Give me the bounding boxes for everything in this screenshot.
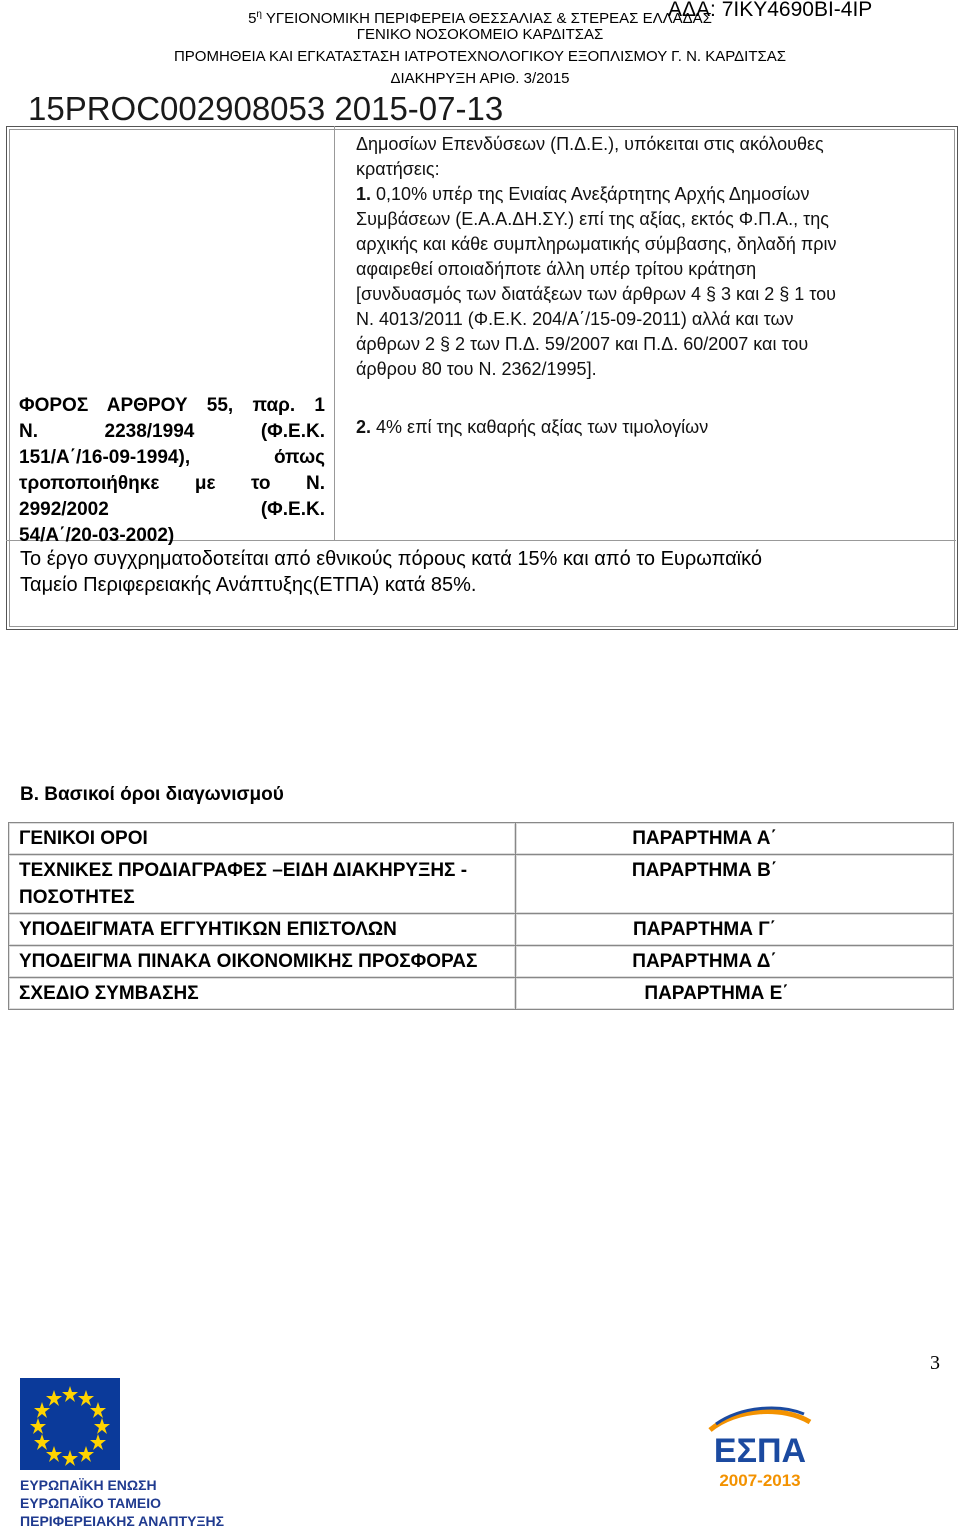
tax-article-text <box>19 393 325 549</box>
term-cell: ΥΠΟΔΕΙΓΜΑΤΑ ΕΓΓΥΗΤΙΚΩΝ ΕΠΙΣΤΟΛΩΝ <box>9 914 516 946</box>
table-row <box>9 855 954 914</box>
item-number: 2. <box>356 417 372 437</box>
tax-line: τροποποιήθηκε με το Ν. <box>19 473 325 494</box>
procurement-title: ΠΡΟΜΗΘΕΙΑ ΚΑΙ ΕΓΚΑΤΑΣΤΑΣΗ ΙΑΤΡΟΤΕΧΝΟΛΟΓΙΚΟΥ ΕΞΟΠΛΙΣΜΟΥ Γ. Ν. ΚΑΡΔΙΤΣΑΣ <box>173 48 787 65</box>
deduction-item-1-line: αρχικής και κάθε συμπληρωματικής σύμβασης, δηλαδή πριν <box>356 234 837 254</box>
annex-cell: ΠΑΡΑΡΤΗΜΑ Γ΄ <box>516 914 954 946</box>
annex-cell: ΠΑΡΑΡΤΗΜΑ Α΄ <box>516 823 954 855</box>
deductions-intro-line: Δημοσίων Επενδύσεων (Π.Δ.Ε.), υπόκειται στις ακόλουθες <box>356 134 824 154</box>
eu-logo-text <box>20 1476 224 1530</box>
deduction-item-1-line: Ν. 4013/2011 (Φ.Ε.Κ. 204/Α΄/15-09-2011) αλλά και των <box>356 309 794 329</box>
table-row <box>9 914 954 946</box>
eu-flag-icon <box>20 1378 120 1470</box>
header-prefix: 5 <box>248 10 257 27</box>
annex-cell: ΠΑΡΑΡΤΗΜΑ Ε΄ <box>516 978 954 1010</box>
eu-text-line: ΕΥΡΩΠΑΪΚΟ ΤΑΜΕΙΟ <box>20 1495 161 1511</box>
table-row <box>9 823 954 855</box>
tax-line: 2992/2002 (Φ.Ε.Κ. <box>19 499 325 520</box>
tax-line: 151/Α΄/16-09-1994), όπως <box>19 447 325 468</box>
tax-line: 54/Α΄/20-03-2002) <box>19 525 175 546</box>
annex-cell: ΠΑΡΑΡΤΗΜΑ Δ΄ <box>516 946 954 978</box>
item-text: 4% επί της καθαρής αξίας των τιμολογίων <box>376 417 709 437</box>
deduction-item-1-line: [συνδυασμός των διατάξεων των άρθρων 4 § 3 και 2 § 1 του <box>356 284 836 304</box>
espa-logo-icon <box>706 1400 814 1492</box>
deduction-item-1 <box>356 182 809 207</box>
item-text: 0,10% υπέρ της Ενιαίας Ανεξάρτητης Αρχής Δημοσίων <box>376 184 810 204</box>
ada-code: ΑΔΑ: 7ΙΚΥ4690ΒΙ-4ΙΡ <box>668 0 873 21</box>
eu-text-line: ΠΕΡΙΦΕΡΕΙΑΚΗΣ ΑΝΑΠΤΥΞΗΣ <box>20 1513 225 1529</box>
section-b-title: Β. Βασικοί όροι διαγωνισμού <box>20 784 284 805</box>
espa-title: ΕΣΠΑ <box>713 1432 807 1470</box>
item-number: 1. <box>356 184 372 204</box>
header-sup: η <box>256 9 262 20</box>
term-cell: ΓΕΝΙΚΟΙ ΟΡΟΙ <box>9 823 516 855</box>
funding-line-2: Ταμείο Περιφερειακής Ανάπτυξης(ΕΤΠΑ) κατά 85%. <box>20 574 477 596</box>
deduction-item-1-line: αφαιρεθεί οποιαδήποτε άλλη υπέρ τρίτου κράτηση <box>356 259 757 279</box>
table-row <box>9 978 954 1010</box>
eu-text-line: ΕΥΡΩΠΑΪΚΗ ΕΝΩΣΗ <box>20 1477 157 1493</box>
term-cell: ΥΠΟΔΕΙΓΜΑ ΠΙΝΑΚΑ ΟΙΚΟΝΟΜΙΚΗΣ ΠΡΟΣΦΟΡΑΣ <box>9 946 516 978</box>
term-cell: ΤΕΧΝΙΚΕΣ ΠΡΟΔΙΑΓΡΑΦΕΣ –ΕΙΔΗ ΔΙΑΚΗΡΥΞΗΣ - ΠΟΣΟΤΗΤΕΣ <box>9 855 516 914</box>
declaration-number: ΔΙΑΚΗΡΥΞΗ ΑΡΙΘ. 3/2015 <box>390 70 570 87</box>
espa-years: 2007-2013 <box>719 1471 801 1490</box>
deduction-item-1-line: άρθρων 2 § 2 των Π.Δ. 59/2007 και Π.Δ. 60/2007 και του <box>356 334 809 354</box>
deduction-item-1-line: άρθρου 80 του Ν. 2362/1995]. <box>356 359 597 379</box>
terms-table <box>8 822 954 1010</box>
table-row <box>9 946 954 978</box>
header-region: ΥΓΕΙΟΝΟΜΙΚΗ ΠΕΡΙΦΕΡΕΙΑ ΘΕΣΣΑΛΙΑΣ & ΣΤΕΡΕΑΣ ΕΛΛΑΔΑΣ <box>261 10 712 27</box>
proc-code: 15PROC002908053 2015-07-13 <box>28 90 504 127</box>
funding-line-1: Το έργο συγχρηματοδοτείται από εθνικούς πόρους κατά 15% και από το Ευρωπαϊκό <box>20 548 762 570</box>
deduction-item-2 <box>356 415 708 440</box>
deductions-intro-label: κρατήσεις: <box>356 159 440 179</box>
term-cell: ΣΧΕΔΙΟ ΣΥΜΒΑΣΗΣ <box>9 978 516 1010</box>
page-number: 3 <box>930 1352 940 1374</box>
tax-line: Ν. 2238/1994 (Φ.Ε.Κ. <box>19 421 325 442</box>
deduction-item-1-line: Συμβάσεων (Ε.Α.Α.ΔΗ.ΣΥ.) επί της αξίας, εκτός Φ.Π.Α., της <box>356 209 829 229</box>
tax-line: ΦΟΡΟΣ ΑΡΘΡΟΥ 55, παρ. 1 <box>19 395 325 416</box>
annex-cell: ΠΑΡΑΡΤΗΜΑ Β΄ <box>516 855 954 914</box>
hospital-name: ΓΕΝΙΚΟ ΝΟΣΟΚΟΜΕΙΟ ΚΑΡΔΙΤΣΑΣ <box>356 26 604 43</box>
